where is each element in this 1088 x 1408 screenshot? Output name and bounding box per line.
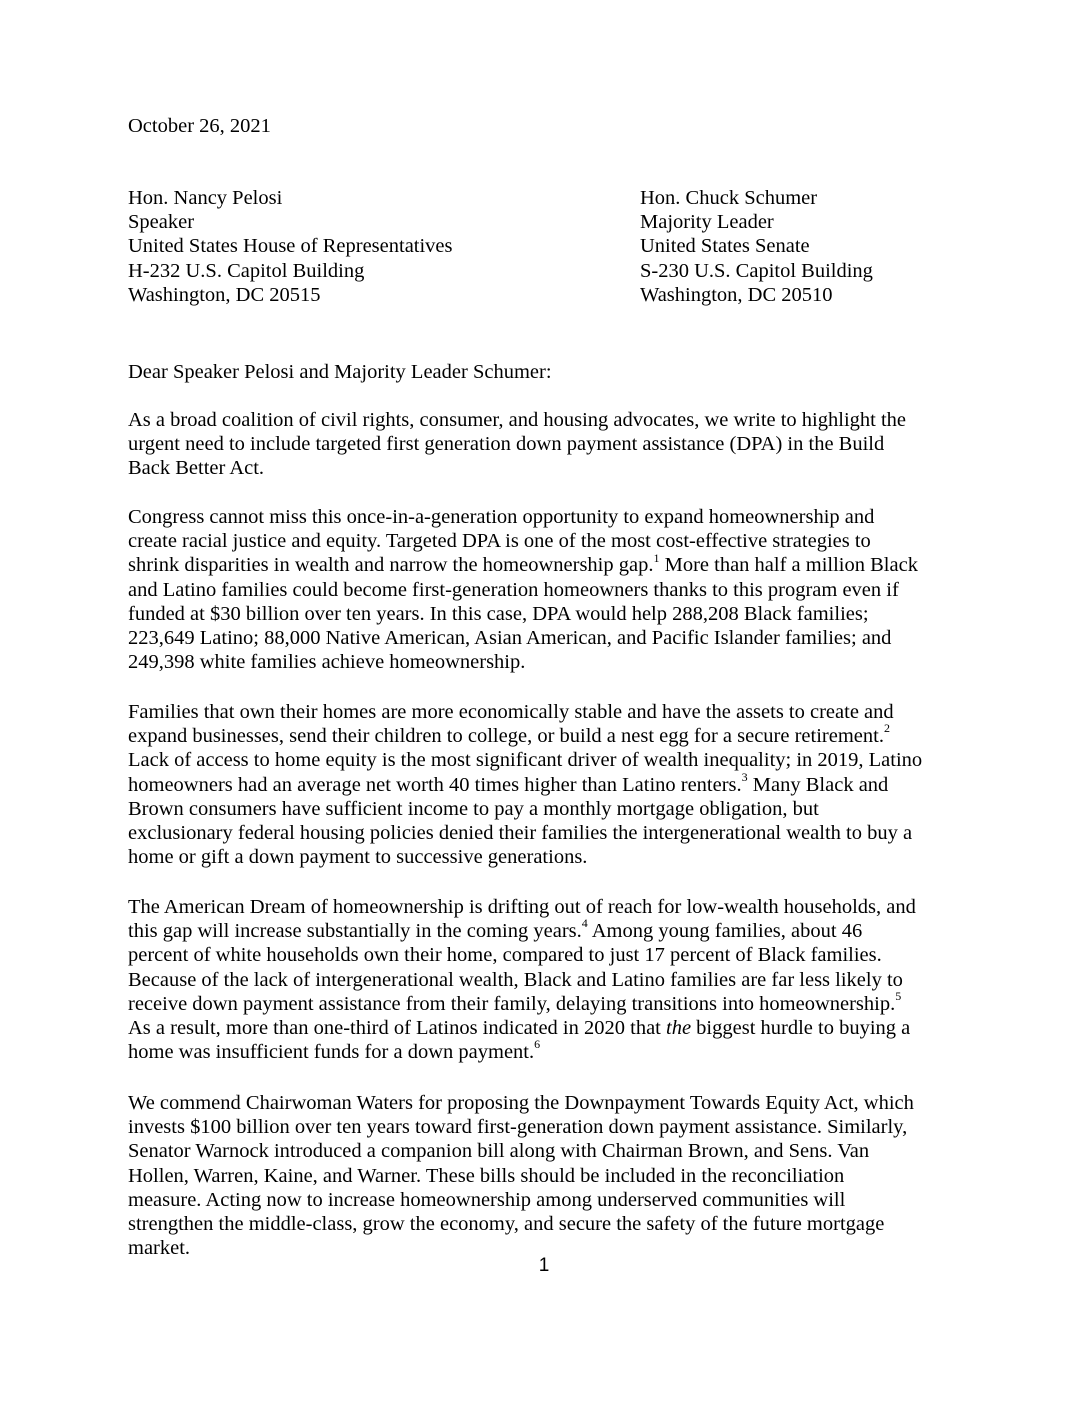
paragraph-line: 249,398 white families achieve homeownership. xyxy=(128,651,526,674)
paragraph-line: 223,649 Latino; 88,000 Native American, Asian American, and Pacific Islander families; and xyxy=(128,626,892,649)
recipient-street: S-230 U.S. Capitol Building xyxy=(640,259,873,282)
letter-date: October 26, 2021 xyxy=(128,115,271,137)
paragraph-line: Brown consumers have sufficient income to pay a monthly mortgage obligation, but xyxy=(128,797,819,820)
recipient-name: Hon. Nancy Pelosi xyxy=(128,187,283,209)
paragraph-line: As a broad coalition of civil rights, consumer, and housing advocates, we write to highlight the xyxy=(128,409,907,431)
footnote-reference: 6 xyxy=(534,1037,541,1052)
paragraph-line: Because of the lack of intergenerational wealth, Black and Latino families are far less likely to xyxy=(128,968,903,991)
recipient-address-schumer xyxy=(640,186,873,307)
paragraph-line: The American Dream of homeownership is drifting out of reach for low-wealth households, and xyxy=(128,896,916,918)
recipient-city: Washington, DC 20515 xyxy=(128,283,321,306)
emphasis-text: the xyxy=(666,1016,692,1039)
paragraph-line: receive down payment assistance from their family, delaying transitions into homeownership.$^5$ xyxy=(128,988,902,1015)
recipient-name: Hon. Chuck Schumer xyxy=(640,187,818,209)
footnote-reference: 3 xyxy=(741,769,748,784)
paragraph-line: and Latino families could become first-generation homeowners thanks to this program even if xyxy=(128,578,899,601)
paragraph-line: expand businesses, send their children to college, or build a nest egg for a secure retirement.$^2$ xyxy=(128,721,890,748)
recipient-city: Washington, DC 20510 xyxy=(640,283,833,306)
footnote-reference: 1 xyxy=(653,550,660,565)
paragraph-line: invests $100 billion over ten years toward first-generation down payment assistance. Similarly, xyxy=(128,1116,908,1139)
paragraph-line: Back Better Act. xyxy=(128,457,265,480)
paragraph-line: Hollen, Warren, Kaine, and Warner. These bills should be included in the reconciliation xyxy=(128,1164,845,1187)
page-number: 1 xyxy=(538,1255,550,1276)
recipient-title: Speaker xyxy=(128,211,195,234)
paragraph-line: shrink disparities in wealth and narrow the homeownership gap.$^1$ More than half a million Black xyxy=(128,550,918,577)
body-paragraph xyxy=(128,505,968,674)
paragraph-line: home was insufficient funds for a down payment.$^6$ xyxy=(128,1037,541,1064)
paragraph-line: this gap will increase substantially in the coming years.$^4$ Among young families, about 46 xyxy=(128,916,863,943)
paragraph-line: market. xyxy=(128,1237,191,1260)
paragraph-line: exclusionary federal housing policies denied their families the intergenerational wealth to buy a xyxy=(128,821,913,844)
paragraph-line: As a result, more than one-third of Latinos indicated in 2020 that the biggest hurdle to buying a xyxy=(128,1016,911,1039)
body-paragraph xyxy=(128,895,968,1064)
recipient-organization: United States Senate xyxy=(640,235,810,258)
salutation: Dear Speaker Pelosi and Majority Leader Schumer: xyxy=(128,361,552,383)
paragraph-line: percent of white households own their home, compared to just 17 percent of Black families. xyxy=(128,944,882,967)
footnote-reference: 2 xyxy=(883,721,890,736)
body-paragraph xyxy=(128,700,968,869)
paragraph-line: create racial justice and equity. Targeted DPA is one of the most cost-effective strategies to xyxy=(128,530,871,553)
footnote-reference: 4 xyxy=(581,916,588,931)
paragraph-line: strengthen the middle-class, grow the economy, and secure the safety of the future mortgage xyxy=(128,1212,885,1235)
recipient-organization: United States House of Representatives xyxy=(128,235,453,258)
paragraph-line: Lack of access to home equity is the most significant driver of wealth inequality; in 2019, Latino xyxy=(128,749,923,772)
paragraph-line: Senator Warnock introduced a companion bill along with Chairman Brown, and Sens. Van xyxy=(128,1140,870,1163)
recipient-title: Majority Leader xyxy=(640,211,774,234)
paragraph-line: urgent need to include targeted first generation down payment assistance (DPA) in the Build xyxy=(128,433,885,456)
paragraph-line: Congress cannot miss this once-in-a-generation opportunity to expand homeownership and xyxy=(128,506,875,528)
body-paragraph xyxy=(128,1091,968,1260)
footnote-reference: 5 xyxy=(895,988,902,1003)
paragraph-line: funded at $30 billion over ten years. In this case, DPA would help 288,208 Black families; xyxy=(128,602,869,625)
paragraph-line: home or gift a down payment to successive generations. xyxy=(128,846,588,869)
paragraph-line: measure. Acting now to increase homeownership among underserved communities will xyxy=(128,1188,846,1211)
paragraph-line: Families that own their homes are more economically stable and have the assets to create and xyxy=(128,701,894,723)
recipient-street: H-232 U.S. Capitol Building xyxy=(128,259,365,282)
body-paragraph xyxy=(128,408,968,481)
paragraph-line: We commend Chairwoman Waters for proposing the Downpayment Towards Equity Act, which xyxy=(128,1092,914,1114)
paragraph-line: homeowners had an average net worth 40 times higher than Latino renters.$^3$ Many Black and xyxy=(128,769,889,796)
recipient-address-pelosi xyxy=(128,186,453,307)
